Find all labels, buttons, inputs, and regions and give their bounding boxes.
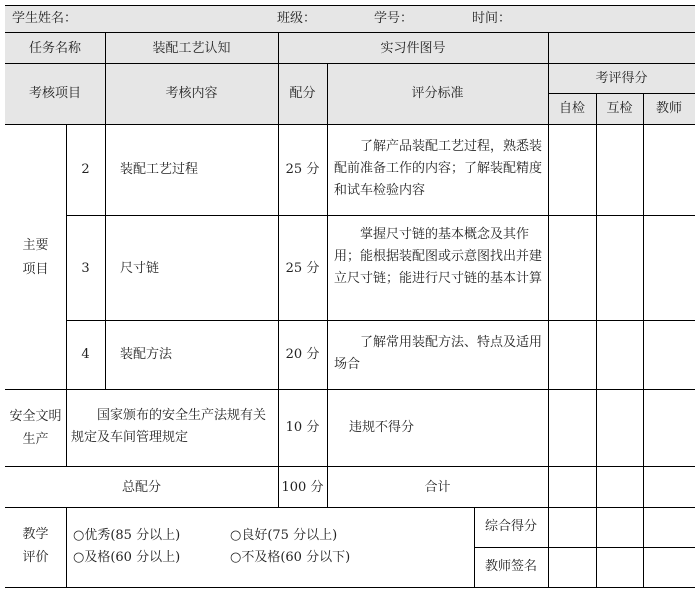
row-criteria bbox=[334, 136, 546, 202]
option-good[interactable]: ○良好(75 分以上) bbox=[230, 528, 338, 543]
col-line-c bbox=[548, 32, 549, 63]
task-name-label: 任务名称 bbox=[28, 41, 81, 56]
body-line-self bbox=[596, 124, 597, 587]
column-mutual: 互检 bbox=[606, 101, 633, 116]
row-criteria bbox=[334, 332, 546, 376]
rule-bottom bbox=[5, 587, 695, 588]
class-label: 班级： bbox=[277, 11, 317, 26]
student-id-label: 学号： bbox=[374, 11, 414, 26]
body-line-no bbox=[105, 124, 106, 389]
body-line-criteria bbox=[548, 124, 549, 587]
safety-content-text: 国家颁布的安全生产法规有关规定及车间管理规定 bbox=[71, 408, 267, 445]
rule-task-bottom bbox=[5, 63, 695, 64]
rule-top bbox=[5, 5, 695, 6]
column-criteria: 评分标准 bbox=[411, 86, 464, 101]
option-excellent[interactable]: ○优秀(85 分以上) bbox=[73, 528, 181, 543]
rule-columns-bottom bbox=[5, 124, 695, 125]
row-criteria-text: 了解常用装配方法、特点及适用场合 bbox=[334, 335, 543, 372]
row-points: 20 分 bbox=[285, 347, 320, 362]
row-number: 3 bbox=[81, 261, 90, 276]
eval-line-label bbox=[66, 507, 67, 587]
combined-score-label: 综合得分 bbox=[484, 519, 537, 534]
column-score-group: 考评得分 bbox=[595, 71, 648, 86]
column-item: 考核项目 bbox=[28, 86, 81, 101]
row-criteria-text: 了解产品装配工艺过程，熟悉装配前准备工作的内容；了解装配精度和试车检验内容 bbox=[334, 139, 543, 198]
row-points: 25 分 bbox=[285, 261, 320, 276]
row-criteria bbox=[334, 224, 546, 290]
safety-label-line1: 安全文明 bbox=[9, 409, 62, 424]
header-shade bbox=[5, 5, 695, 32]
sum-label: 合计 bbox=[424, 480, 451, 495]
safety-label-line2: 生产 bbox=[22, 432, 49, 447]
rule-row3-bottom bbox=[66, 320, 695, 321]
rule-row2-bottom bbox=[66, 215, 695, 216]
body-line-mutual bbox=[643, 124, 644, 587]
row-criteria-text: 掌握尺寸链的基本概念及其作用；能根据装配图或示意图找出并建立尺寸链；能进行尺寸链的基本计算 bbox=[334, 227, 543, 286]
rule-total-bottom bbox=[5, 507, 695, 508]
evaluation-label-line2: 评价 bbox=[22, 550, 49, 565]
rule-score-split bbox=[548, 93, 695, 94]
column-self: 自检 bbox=[558, 101, 585, 116]
task-name-value: 装配工艺认知 bbox=[152, 41, 231, 56]
safety-content bbox=[71, 405, 276, 449]
column-content: 考核内容 bbox=[165, 86, 218, 101]
teacher-signature-label: 教师签名 bbox=[484, 559, 537, 574]
safety-criteria: 违规不得分 bbox=[349, 420, 415, 435]
student-name-label: 学生姓名： bbox=[12, 11, 78, 26]
drawing-no-label: 实习件图号 bbox=[380, 41, 446, 56]
safety-points: 10 分 bbox=[285, 420, 320, 435]
column-points: 配分 bbox=[289, 86, 316, 101]
row-number: 2 bbox=[81, 162, 90, 177]
total-label: 总配分 bbox=[121, 480, 161, 495]
time-label: 时间： bbox=[472, 11, 512, 26]
rule-safety-bottom bbox=[5, 466, 695, 467]
row-number: 4 bbox=[81, 347, 90, 362]
main-items-label-line1: 主要 bbox=[22, 238, 49, 253]
option-pass[interactable]: ○及格(60 分以上) bbox=[73, 550, 181, 565]
column-teacher: 教师 bbox=[655, 101, 682, 116]
row-content: 装配工艺过程 bbox=[120, 162, 199, 177]
body-line-points bbox=[327, 124, 328, 507]
total-points: 100 分 bbox=[281, 480, 324, 495]
rule-eval-split bbox=[474, 547, 695, 548]
row-content: 尺寸链 bbox=[120, 261, 160, 276]
row-content: 装配方法 bbox=[120, 347, 173, 362]
row-points: 25 分 bbox=[285, 162, 320, 177]
rule-header-bottom bbox=[5, 32, 695, 33]
body-line-content bbox=[278, 124, 279, 507]
rule-main-bottom bbox=[5, 389, 695, 390]
safety-line-label bbox=[66, 389, 67, 466]
evaluation-label-line1: 教学 bbox=[22, 527, 49, 542]
option-fail[interactable]: ○不及格(60 分以下) bbox=[230, 550, 351, 565]
main-items-label-line2: 项目 bbox=[22, 262, 49, 277]
